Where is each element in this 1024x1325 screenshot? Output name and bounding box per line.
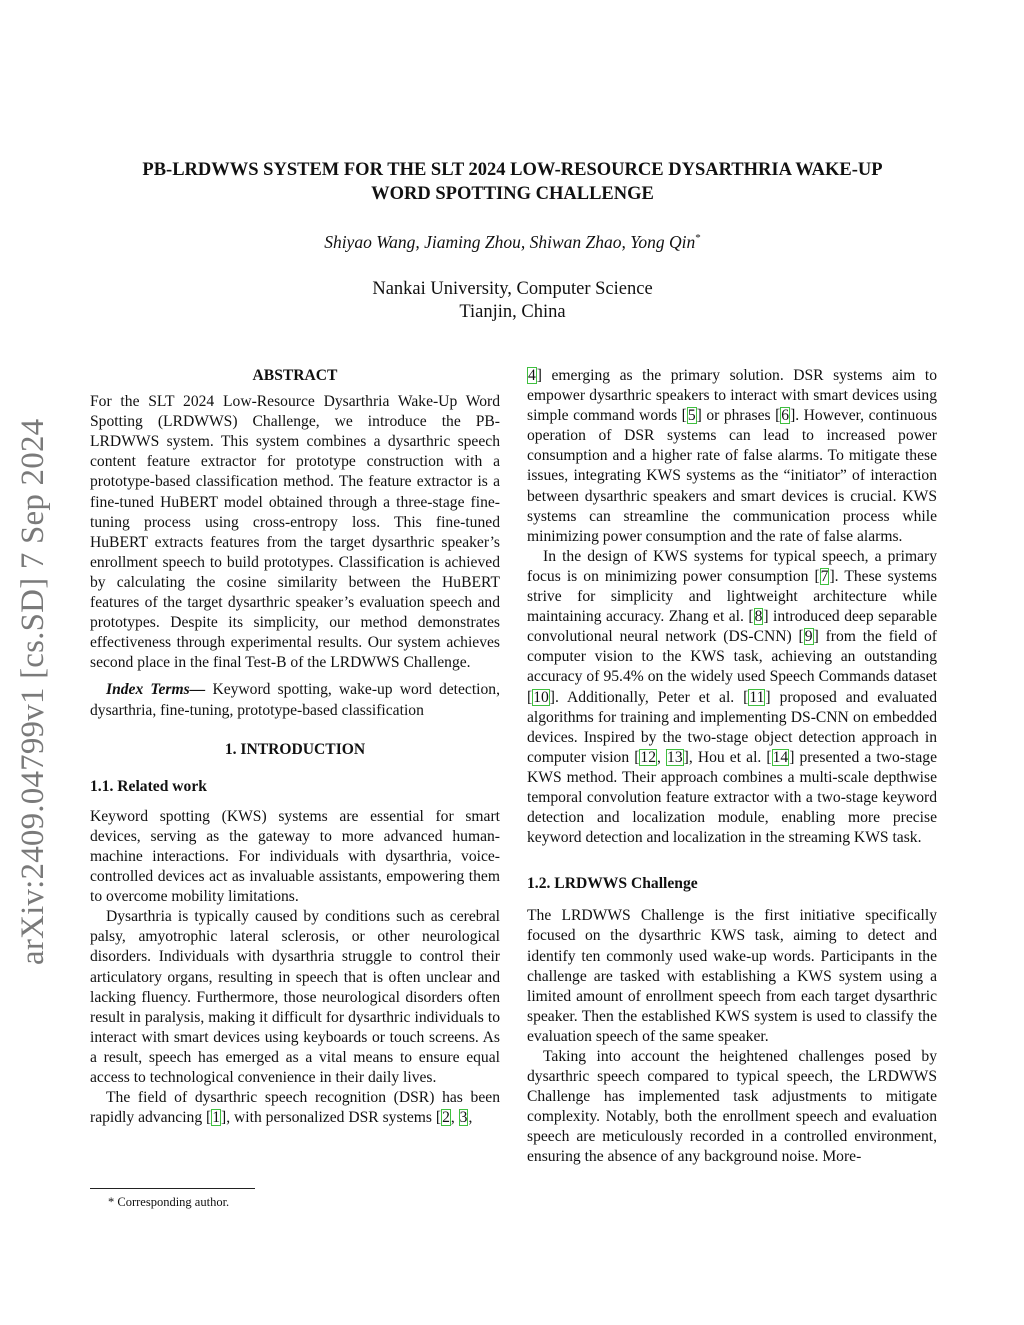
p3-text-c: ,: [450, 1109, 459, 1127]
rp2-text-f: ] proposed and evaluated algorithms for training and implementing DS-CNN on embedded devices. Inspired by the two-stage object detection approach in computer vision [: [527, 688, 938, 766]
rp2-text-e: ]. Additionally, Peter et al. [: [549, 688, 749, 706]
citation-link[interactable]: 5: [687, 407, 696, 425]
rp2-text-g: ,: [657, 748, 667, 766]
right-paragraph-1: [527, 366, 937, 547]
right-paragraph-4: Taking into account the heightened challenges posed by dysarthric speech compared to typical speech, the LRDWWS Challenge has implemented task adjustments to mitigate complexity. Notably, both the enrollment speech and evaluation speech are meticulously recorded in a controlled environment, ensuring the absence of any background noise. More-: [527, 1048, 937, 1166]
citation-link[interactable]: 11: [749, 688, 765, 706]
rp2-text-c: ] introduced deep separable convolutional neural network (DS-CNN) [: [527, 608, 937, 646]
citation-link[interactable]: 6: [781, 407, 790, 425]
abstract-heading: ABSTRACT: [252, 367, 338, 384]
affiliation-location: Tianjin, China: [459, 302, 566, 322]
citation-link[interactable]: 10: [533, 688, 549, 706]
p3-text-b: ], with personalized DSR systems [: [221, 1109, 442, 1127]
p3-text-a: The field of dysarthric speech recognition (DSR) has been rapidly advancing [: [90, 1089, 500, 1127]
right-column: [527, 366, 937, 1168]
related-work-heading: 1.1. Related work: [90, 777, 207, 795]
abstract-text: For the SLT 2024 Low-Resource Dysarthria Wake-Up Word Spotting (LRDWWS) Challenge, we introduce the PB-LRDWWS system. This system combines a dysarthric speech content feature extractor for prototype construction with a prototype-based classification method. The feature extractor is a fine-tuned HuBERT model obtained through a three-stage fine-tuning process using cross-entropy loss. This fine-tuned HuBERT extracts features from the target dysarthric speaker’s enrollment speech to build prototypes. Classification is achieved by calculating the cosine similarity between the HuBERT features of the target dysarthric speaker’s evaluation speech and prototypes. Despite its simplicity, our method demonstrates effectiveness through experimental results. Our system achieves second place in the final Test-B of the LRDWWS Challenge.: [90, 393, 500, 672]
rp1-text-b: ] or phrases [: [696, 407, 781, 425]
citation-link[interactable]: 12: [640, 748, 657, 766]
rp2-text-a: In the design of KWS systems for typical speech, a primary focus is on minimizing power consumption [: [527, 547, 937, 585]
citation-link[interactable]: 7: [820, 567, 829, 585]
lrdwws-challenge-heading: 1.2. LRDWWS Challenge: [527, 875, 698, 893]
index-terms: [90, 680, 500, 720]
index-terms-label: Index Terms—: [106, 681, 206, 699]
intro-paragraph-2: Dysarthria is typically caused by conditions such as cerebral palsy, amyotrophic lateral sclerosis, or other neurological disorders. Individuals with dysarthria struggle to control their articulatory organs, resulting in speech that is often unclear and lacking fluency. Furthermore, those neurological disorders often result in paralysis, making it difficult for dysarthric individuals to interact with smart devices using keyboards or touch screens. As a result, speech has emerged as a vital means to ensure equal access to technological convenience in their daily lives.: [90, 908, 500, 1086]
rp2-text-d: ] from the field of computer vision to the KWS task, achieving an outstanding accuracy of 95.4% on the widely used Speech Commands dataset [: [527, 628, 937, 706]
left-column: [90, 366, 500, 1128]
rp2-text-i: ] presented a two-stage KWS method. Their approach combines a multi-scale depthwise temporal convolution feature extractor with a two-stage keyword detection and localization module, enabling more precise keyword detection and localization in the streaming KWS task.: [527, 748, 938, 847]
citation-link[interactable]: 2: [442, 1109, 450, 1127]
citation-link[interactable]: 8: [754, 608, 763, 626]
right-paragraph-2: [527, 547, 937, 848]
authors-text: Shiyao Wang, Jiaming Zhou, Shiwan Zhao, Yong Qin: [324, 232, 696, 252]
rp2-text-b: ]. These systems strive for simplicity and lightweight architecture while maintaining accuracy. Zhang et al. [: [527, 567, 937, 626]
citation-link[interactable]: 3: [459, 1109, 468, 1127]
corresponding-mark: *: [695, 232, 701, 245]
title-line-1: PB-LRDWWS SYSTEM FOR THE SLT 2024 LOW-RESOURCE DYSARTHRIA WAKE-UP: [142, 160, 883, 180]
footnote-corresponding-author: * Corresponding author.: [108, 1195, 230, 1209]
rp2-text-h: ], Hou et al. [: [683, 748, 772, 766]
rp1-text-a: ] emerging as the primary solution. DSR systems aim to empower dysarthric speakers to interact with smart devices using simple command words [: [527, 367, 937, 425]
intro-paragraph-3: [90, 1088, 500, 1128]
p3-text-d: ,: [468, 1109, 473, 1127]
intro-paragraph-1: Keyword spotting (KWS) systems are essential for smart devices, serving as the gateway to more advanced human-machine interactions. For individuals with dysarthria, voice-controlled devices act as invaluable assistants, empowering them to overcome mobility limitations.: [90, 807, 500, 906]
citation-link[interactable]: 13: [667, 748, 683, 766]
affiliation-institution: Nankai University, Computer Science: [372, 279, 653, 299]
arxiv-stamp: [15, 365, 51, 965]
arxiv-stamp-text: arXiv:2409.04799v1 [cs.SD] 7 Sep 2024: [15, 418, 51, 965]
right-paragraph-3: The LRDWWS Challenge is the first initiative specifically focused on the dysarthric KWS task, aiming to detect and identify ten commonly used wake-up words. Participants in the challenge are tasked with establishing a KWS system using a limited amount of enrollment speech from each target dysarthric speaker. Then the established KWS system is used to classify the evaluation speech of the same speaker.: [527, 907, 937, 1045]
citation-link[interactable]: 1: [212, 1109, 221, 1127]
author-list: [90, 232, 935, 253]
citation-link[interactable]: 4: [528, 367, 536, 384]
introduction-heading: 1. INTRODUCTION: [224, 740, 366, 758]
rp1-text-c: ]. However, continuous operation of DSR systems can lead to increased power consumption and a higher rate of false alarms. To mitigate these issues, integrating KWS systems as the “initiator” of interaction between dysarthric speakers and smart devices is crucial. KWS systems can streamline the communication process while minimizing power consumption and the rate of false alarms.: [527, 407, 938, 545]
citation-link[interactable]: 14: [772, 748, 789, 766]
title-line-2: WORD SPOTTING CHALLENGE: [371, 184, 654, 204]
paper-title: [90, 158, 935, 206]
index-terms-text: Keyword spotting, wake-up word detection, dysarthria, fine-tuning, prototype-based classification: [90, 681, 500, 719]
footnote-rule: [90, 1188, 255, 1189]
citation-link[interactable]: 9: [804, 628, 813, 646]
